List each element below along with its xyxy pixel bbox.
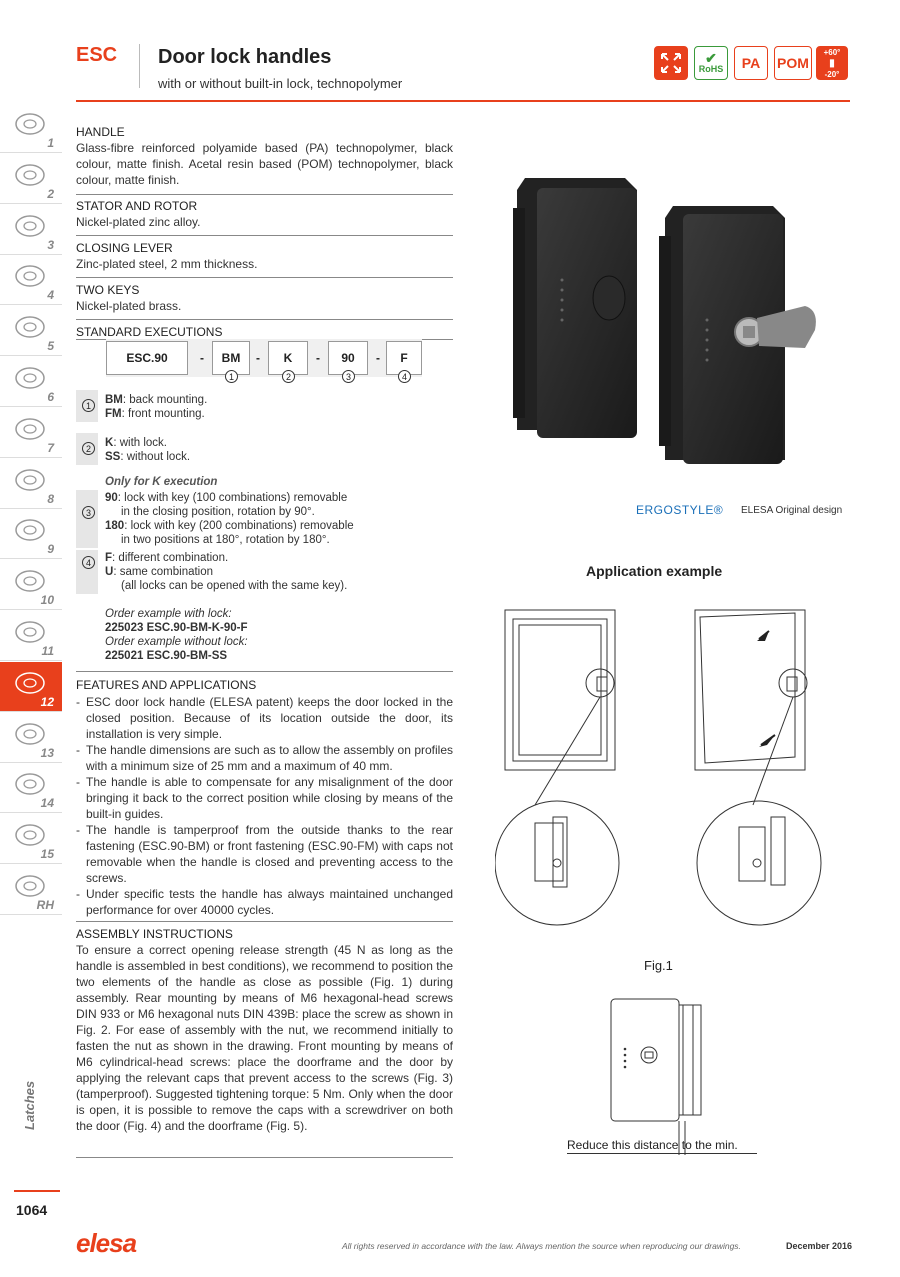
pa-badge: PA	[734, 46, 768, 80]
part-icon	[12, 871, 48, 901]
part-icon	[12, 312, 48, 342]
option-bar	[76, 490, 98, 548]
application-drawing	[495, 595, 840, 955]
part-icon	[12, 566, 48, 596]
code-circle-3: 3	[342, 370, 355, 383]
side-tab-number: 15	[40, 847, 54, 862]
arrow-icon	[757, 631, 769, 641]
part-icon	[12, 414, 48, 444]
option-180: 180: lock with key (200 combinations) removable	[105, 520, 354, 532]
section-label: Latches	[22, 1080, 37, 1130]
feature-item: - ESC door lock handle (ELESA patent) keeps the door locked in the closed position. Because of its location outside the door, its installation is very simple.	[76, 694, 453, 742]
rohs-badge: ✔ RoHS	[694, 46, 728, 80]
feature-item: - Under specific tests the handle has always maintained unchanged performance for over 40000 cycles.	[76, 886, 453, 918]
edition-date: December 2016	[786, 1241, 853, 1251]
product-code: ESC	[76, 44, 118, 66]
code-circle-2: 2	[282, 370, 295, 383]
stator-heading: STATOR AND ROTOR	[76, 199, 198, 213]
fig1-caption: Reduce this distance to the min.	[567, 1138, 738, 1152]
divider	[76, 921, 453, 922]
page-number: 1064	[16, 1202, 48, 1218]
side-tab-number: 9	[47, 542, 54, 557]
assembly-text: To ensure a correct opening release strength (45 N as long as the handle is assembled in best conditions), we recommend to position the two elements of the handle as close as possible (Fig. 1) during assembly. Rear mounting by means of M6 hexagonal-head screws DIN 933 or M6 hexagonal nuts DIN 439B: place the screw as shown in Fig. 2. For ease of assembly with the nut, we recommend initially to fasten the nut as shown in the drawing. Front mounting by means of M6 cylindrical-head screws: place the doorframe and the door by applying the relevant caps that prevent access to the screws (Fig. 3) (tamperproof). Suggested tightening torque: 5 Nm. Only when the door is open, it is possible to remove the caps with a screwdriver on both the door (Fig. 4) and the doorframe (Fig. 5).	[76, 943, 453, 1133]
handle-without-lock	[513, 178, 637, 438]
fig1-drawing	[605, 995, 725, 1160]
handle-text: Glass-fibre reinforced polyamide based (PA) technopolymer, black colour, matte finish. Acetal resin based (POM) technopolymer, black colour, matte finish.	[76, 141, 453, 187]
side-rule	[14, 1190, 60, 1192]
side-tab-number: RH	[36, 898, 54, 912]
application-title: Application example	[586, 563, 723, 579]
keys-text: Nickel-plated brass.	[76, 299, 182, 313]
side-tab-1[interactable]	[0, 103, 62, 153]
side-tab-10[interactable]	[0, 560, 62, 610]
header-divider	[139, 44, 140, 88]
handle-heading: HANDLE	[76, 125, 125, 139]
part-icon	[12, 261, 48, 291]
arrows-icon	[658, 50, 684, 76]
ergonomic-icon	[654, 46, 688, 80]
side-tab-15[interactable]	[0, 814, 62, 864]
option-k: K: with lock.	[105, 437, 167, 449]
option-180-detail: in two positions at 180°, rotation by 180°.	[121, 534, 330, 546]
feature-item: - The handle is able to compensate for any misalignment of the door bringing it back to the correct position while closing by means of the built-in guides.	[76, 774, 453, 822]
option-ss: SS: without lock.	[105, 451, 191, 463]
handle-with-lock	[659, 206, 816, 464]
part-icon	[12, 617, 48, 647]
divider	[76, 671, 453, 672]
part-icon	[12, 363, 48, 393]
side-tab-number: 6	[47, 390, 54, 404]
divider	[76, 277, 453, 278]
lever-text: Zinc-plated steel, 2 mm thickness.	[76, 257, 258, 271]
side-tab-6[interactable]	[0, 357, 62, 407]
side-tab-number: 7	[47, 440, 54, 455]
part-icon	[12, 820, 48, 850]
thermometer-icon: ▮	[829, 57, 835, 69]
code-box-4: F	[386, 341, 422, 375]
part-icon	[12, 515, 48, 545]
side-tab-number: 10	[40, 593, 54, 608]
side-tab-number: 13	[40, 745, 54, 760]
code-circle-1: 1	[225, 370, 238, 383]
assembly-heading: ASSEMBLY INSTRUCTIONS	[76, 927, 233, 941]
option-u-detail: (all locks can be opened with the same key).	[121, 580, 348, 592]
side-tab-number: 11	[41, 644, 54, 658]
option-bm: BM: back mounting.	[105, 394, 208, 406]
code-box-3: 90	[328, 341, 368, 375]
code-dash: -	[200, 351, 204, 365]
order-with-code: 225023 ESC.90-BM-K-90-F	[105, 622, 248, 634]
code-dash: -	[256, 351, 260, 365]
code-dash: -	[376, 351, 380, 365]
side-tab-11[interactable]	[0, 611, 62, 661]
page-title: Door lock handles	[158, 46, 332, 68]
ergostyle-tagline: ELESA Original design	[741, 505, 843, 516]
side-tab-number: 8	[47, 491, 54, 506]
side-tab-number: 3	[47, 237, 54, 252]
code-circle-4: 4	[398, 370, 411, 383]
copyright-note: All rights reserved in accordance with the law. Always mention the source when reproducing our drawings.	[342, 1241, 741, 1251]
order-without-label: Order example without lock:	[105, 636, 248, 648]
only-k-note: Only for K execution	[105, 476, 218, 488]
header-rule	[76, 100, 850, 102]
order-with-label: Order example with lock:	[105, 608, 232, 620]
side-tab-9[interactable]	[0, 509, 62, 559]
divider	[76, 319, 453, 320]
divider	[76, 194, 453, 195]
side-tab-number: 2	[47, 186, 54, 201]
code-box-1: BM	[212, 341, 250, 375]
ergostyle-logo: ERGOSTYLE®	[636, 503, 724, 517]
divider	[76, 1157, 453, 1158]
part-icon	[12, 719, 48, 749]
part-icon	[12, 465, 48, 495]
keys-heading: TWO KEYS	[76, 283, 140, 297]
order-without-code: 225021 ESC.90-BM-SS	[105, 650, 228, 662]
option-90: 90: lock with key (100 combinations) removable	[105, 492, 348, 504]
fig1-label: Fig.1	[644, 958, 673, 973]
pom-badge: POM	[774, 46, 812, 80]
side-tab-2[interactable]	[0, 154, 62, 204]
side-tab-13[interactable]	[0, 713, 62, 763]
side-tab-rh[interactable]	[0, 865, 62, 915]
side-tab-number: 5	[47, 339, 54, 354]
side-tab-number: 14	[40, 796, 54, 811]
option-f: F: different combination.	[105, 552, 229, 564]
product-photo	[505, 170, 845, 470]
side-tab-number: 12	[40, 694, 54, 709]
option-fm: FM: front mounting.	[105, 408, 205, 420]
std-heading: STANDARD EXECUTIONS	[76, 325, 223, 339]
option-circle-3: 3	[82, 506, 95, 519]
side-tab-number: 4	[47, 288, 54, 303]
option-circle-1: 1	[82, 399, 95, 412]
part-icon	[12, 160, 48, 190]
code-box-2: K	[268, 341, 308, 375]
side-tab-12[interactable]	[0, 662, 62, 712]
features-heading: FEATURES AND APPLICATIONS	[76, 678, 257, 692]
side-tab-5[interactable]	[0, 306, 62, 356]
dimension-line	[567, 1153, 757, 1154]
option-circle-2: 2	[82, 442, 95, 455]
temperature-badge: +60° ▮ -20°	[816, 46, 848, 80]
part-icon	[12, 211, 48, 241]
part-icon	[12, 109, 48, 139]
stator-text: Nickel-plated zinc alloy.	[76, 215, 201, 229]
divider	[76, 235, 453, 236]
arrow-icon	[759, 735, 775, 747]
option-90-detail: in the closing position, rotation by 90°.	[121, 506, 315, 518]
feature-item: - The handle is tamperproof from the outside thanks to the rear fastening (ESC.90-BM) or front fastening (ESC.90-FM) with caps not removable when the handle is closed and preventing access to the screws.	[76, 822, 453, 886]
part-icon	[12, 668, 48, 698]
check-icon: ✔	[705, 50, 717, 66]
side-tab-14[interactable]	[0, 763, 62, 813]
side-tab-8[interactable]	[0, 459, 62, 509]
side-tab-number: 1	[47, 136, 54, 150]
option-circle-4: 4	[82, 556, 95, 569]
side-tab-7[interactable]	[0, 408, 62, 458]
side-tab-4[interactable]	[0, 255, 62, 305]
code-dash: -	[316, 351, 320, 365]
option-u: U: same combination	[105, 566, 214, 578]
lever-heading: CLOSING LEVER	[76, 241, 173, 255]
elesa-logo: elesa	[76, 1228, 137, 1258]
side-tab-3[interactable]	[0, 205, 62, 255]
code-base-box: ESC.90	[106, 341, 188, 375]
feature-item: - The handle dimensions are such as to allow the assembly on profiles with a minimum size of 25 mm and a maximum of 40 mm.	[76, 742, 453, 774]
page-subtitle: with or without built-in lock, technopolymer	[158, 76, 403, 91]
part-icon	[12, 769, 48, 799]
